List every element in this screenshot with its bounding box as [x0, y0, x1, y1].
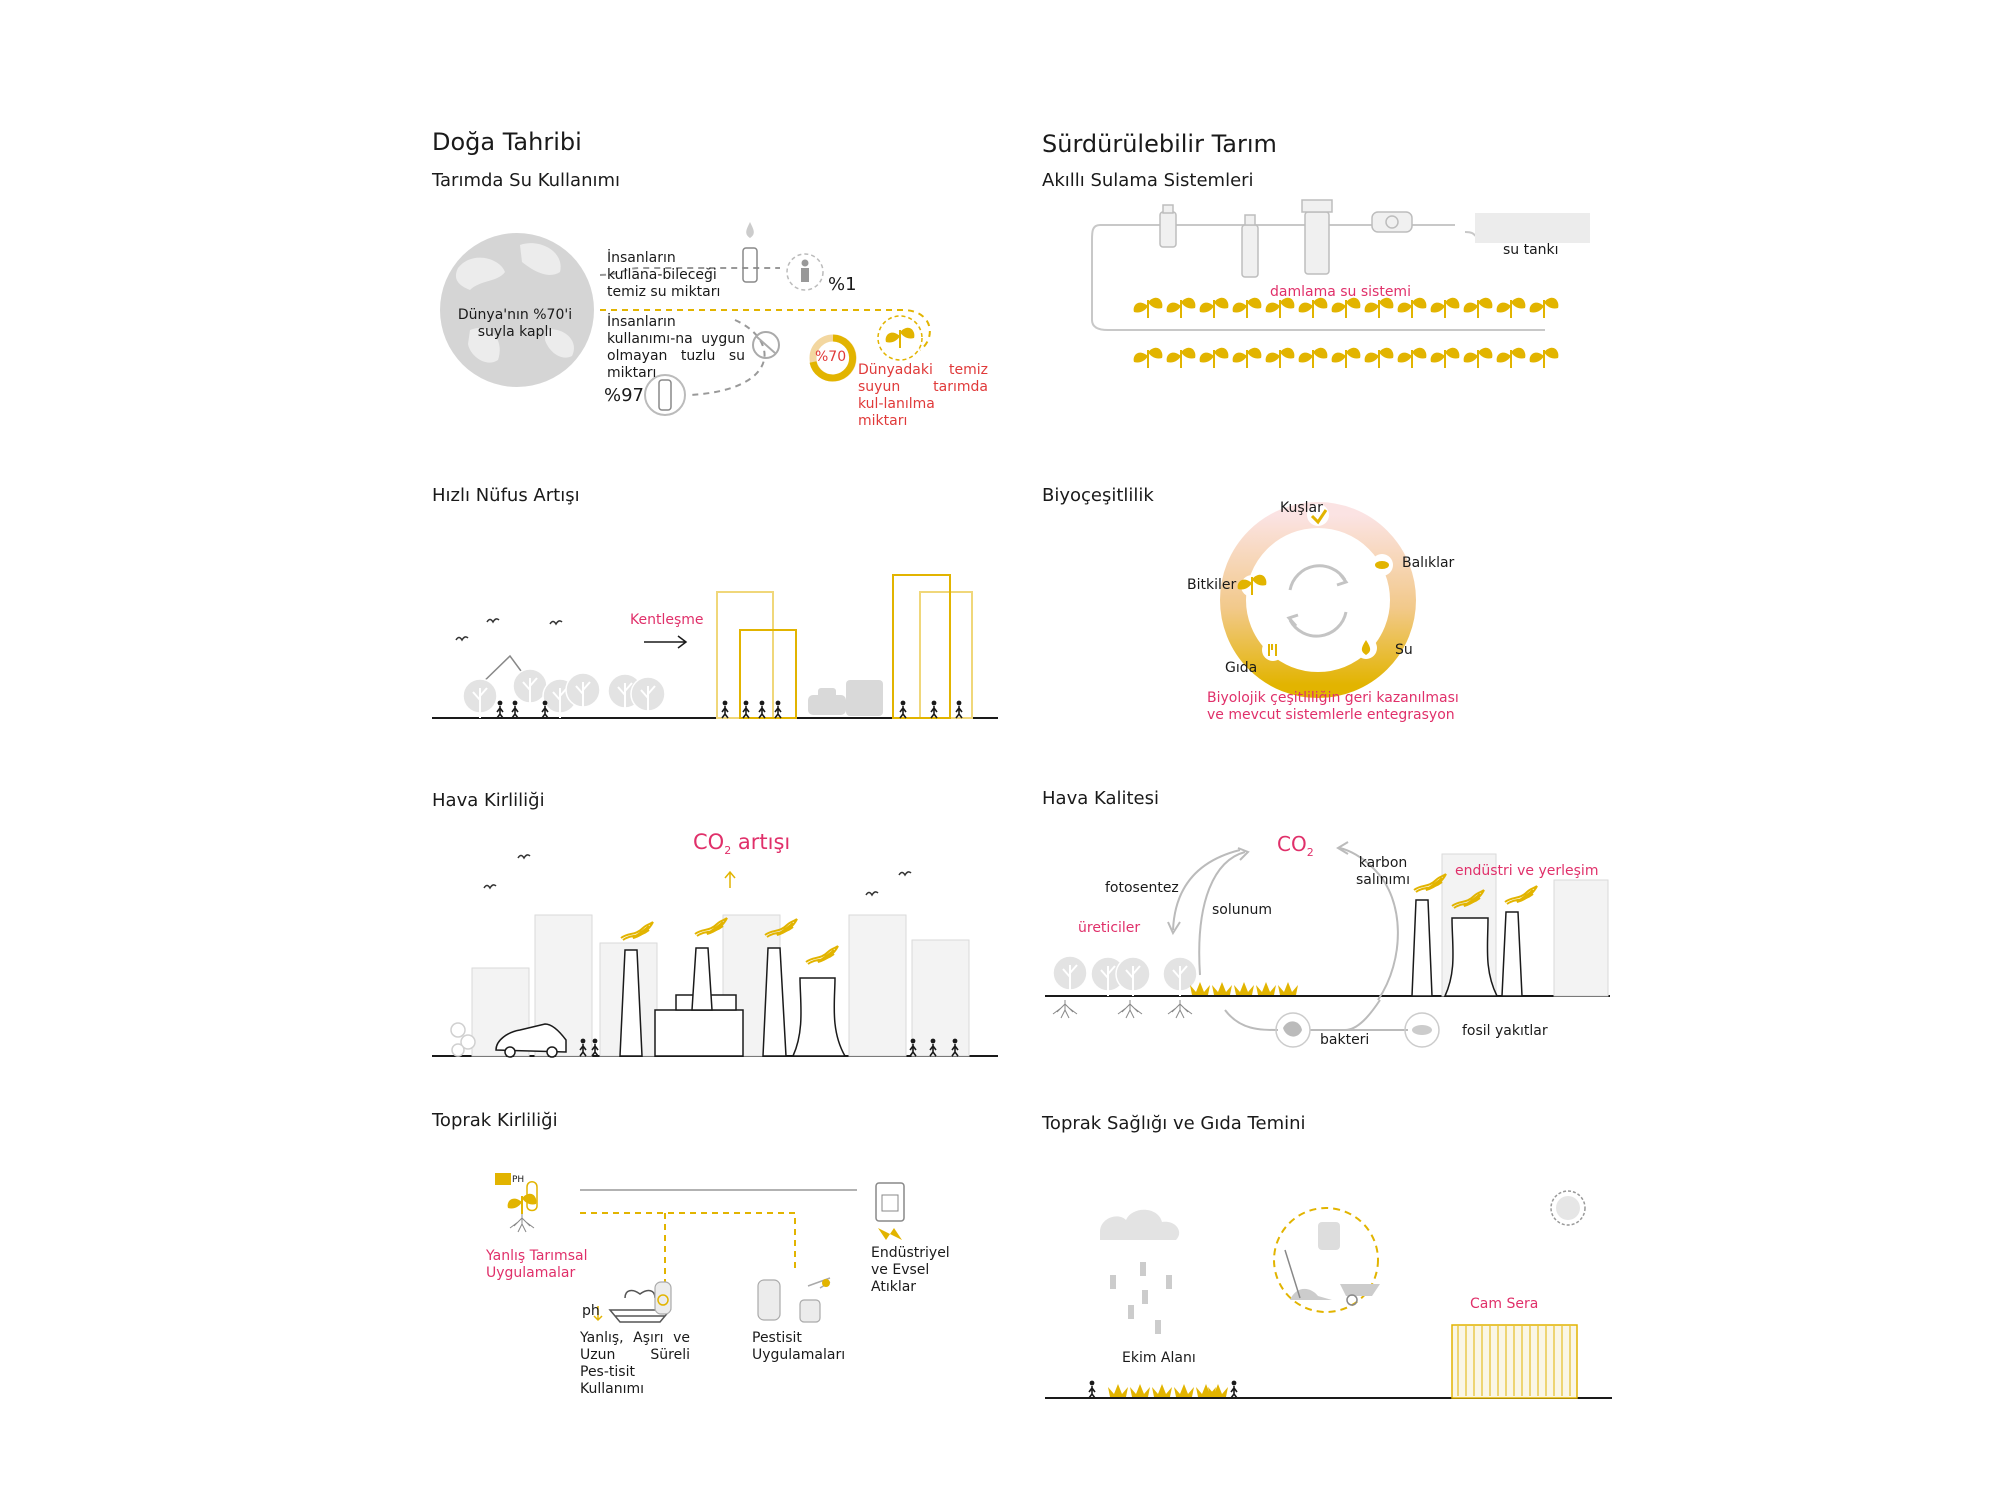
fish-label: Balıklar — [1402, 555, 1455, 571]
crop-sprout — [1233, 298, 1262, 318]
crop-sprout — [1134, 298, 1163, 318]
crop-sprout — [1431, 348, 1460, 368]
left-column-title: Doğa Tahribi — [432, 128, 582, 156]
fish-icon — [1375, 561, 1389, 569]
ph-icon-label: PH — [512, 1175, 525, 1185]
respiration-label: solunum — [1212, 902, 1273, 918]
crop-sprout — [1530, 298, 1559, 318]
crop-sprout — [1167, 348, 1196, 368]
right-column-title: Sürdürülebilir Tarım — [1042, 130, 1277, 158]
water-label: Su — [1395, 642, 1413, 658]
clean-water-percent: %1 — [828, 274, 857, 295]
wrong-practices-label: Yanlış Tarımsal Uygulamalar — [486, 1248, 588, 1281]
water-tank-label: su tankı — [1503, 242, 1559, 258]
pesticide-misuse-label: Yanlış, Aşırı ve Uzun Süreli Pes-tisit Kullanımı — [580, 1330, 690, 1397]
crop-sprout — [1266, 348, 1295, 368]
industrial-waste-label: Endüstriyel ve Evsel Atıklar — [871, 1245, 950, 1295]
crop-sprout — [1464, 298, 1493, 318]
agri-water-text: Dünyadaki temiz suyun tarımda kul-lanılma miktarı — [858, 362, 988, 429]
greenhouse-label: Cam Sera — [1470, 1296, 1539, 1312]
co2-increase-label: $CO_2$ artışı — [693, 830, 791, 858]
fossil-icon — [1412, 1025, 1432, 1035]
pesticide-use-label: Pestisit Uygulamaları — [752, 1330, 846, 1363]
water-bottle-icon — [743, 222, 757, 282]
planting-area-label: Ekim Alanı — [1122, 1350, 1196, 1366]
crop-sprout — [1233, 348, 1262, 368]
drip-system-label: damlama su sistemi — [1270, 284, 1411, 300]
population-heading: Hızlı Nüfus Artışı — [432, 485, 580, 506]
carbon-release-label: karbon salınımı — [1356, 855, 1410, 888]
crop-sprout — [1431, 298, 1460, 318]
crop-sprout — [1365, 348, 1394, 368]
crop-sprout — [1200, 348, 1229, 368]
industry-label: endüstri ve yerleşim — [1455, 863, 1599, 879]
crop-sprout — [1167, 298, 1196, 318]
sprout-icon — [878, 316, 922, 360]
biodiversity-heading: Biyoçeşitlilik — [1042, 485, 1154, 506]
person-icon — [787, 254, 823, 290]
co2-label: $CO_2$ — [1277, 832, 1314, 859]
crop-sprout — [1398, 348, 1427, 368]
clean-water-text: İnsanların kullana-bileceği temiz su miktarı — [607, 250, 721, 300]
population-scene — [432, 575, 998, 718]
no-sign-icon — [753, 332, 779, 358]
air-quality-heading: Hava Kalitesi — [1042, 788, 1159, 809]
bacteria-label: bakteri — [1320, 1032, 1370, 1048]
plants-label: Bitkiler — [1187, 577, 1237, 593]
globe-label: Dünya'nın %70'i suyla kaplı — [457, 307, 573, 340]
water-heading: Tarımda Su Kullanımı — [432, 170, 621, 191]
crop-sprout — [1134, 348, 1163, 368]
soil-pollution-heading: Toprak Kirliliği — [432, 1110, 558, 1131]
air-pollution-heading: Hava Kirliliği — [432, 790, 545, 811]
crop-sprout — [1200, 298, 1229, 318]
salt-water-text: İnsanların kullanımı-na uygun olmayan tuzlu su miktarı — [607, 314, 745, 381]
producers-label: üreticiler — [1078, 920, 1141, 936]
photosynthesis-label: fotosentez — [1105, 880, 1179, 896]
biodiversity-caption: Biyolojik çeşitliliğin geri kazanılması ve mevcut sistemlerle entegrasyon — [1207, 690, 1459, 723]
crop-sprout — [1497, 348, 1526, 368]
fossil-fuels-label: fosil yakıtlar — [1462, 1023, 1548, 1039]
filter-icons — [1160, 200, 1590, 277]
air-pollution-scene — [432, 855, 998, 1057]
ph-label: ph — [582, 1303, 600, 1319]
crop-sprout — [1299, 348, 1328, 368]
crop-sprout — [1497, 298, 1526, 318]
food-label: Gıda — [1225, 660, 1258, 676]
biodiversity-ring — [1233, 504, 1403, 685]
water-tank — [1475, 213, 1590, 243]
agri-percent: %70 — [815, 349, 847, 365]
soil-health-heading: Toprak Sağlığı ve Gıda Temini — [1042, 1113, 1306, 1134]
irrigation-heading: Akıllı Sulama Sistemleri — [1042, 170, 1254, 191]
crop-sprout — [1332, 348, 1361, 368]
bacteria-icon — [1283, 1021, 1302, 1036]
salt-water-percent: %97 — [604, 385, 645, 406]
crop-sprout — [1464, 348, 1493, 368]
crop-sprout — [1530, 348, 1559, 368]
crop-rows — [1134, 298, 1559, 368]
birds-label: Kuşlar — [1280, 500, 1323, 516]
urbanization-label: Kentleşme — [630, 612, 704, 628]
